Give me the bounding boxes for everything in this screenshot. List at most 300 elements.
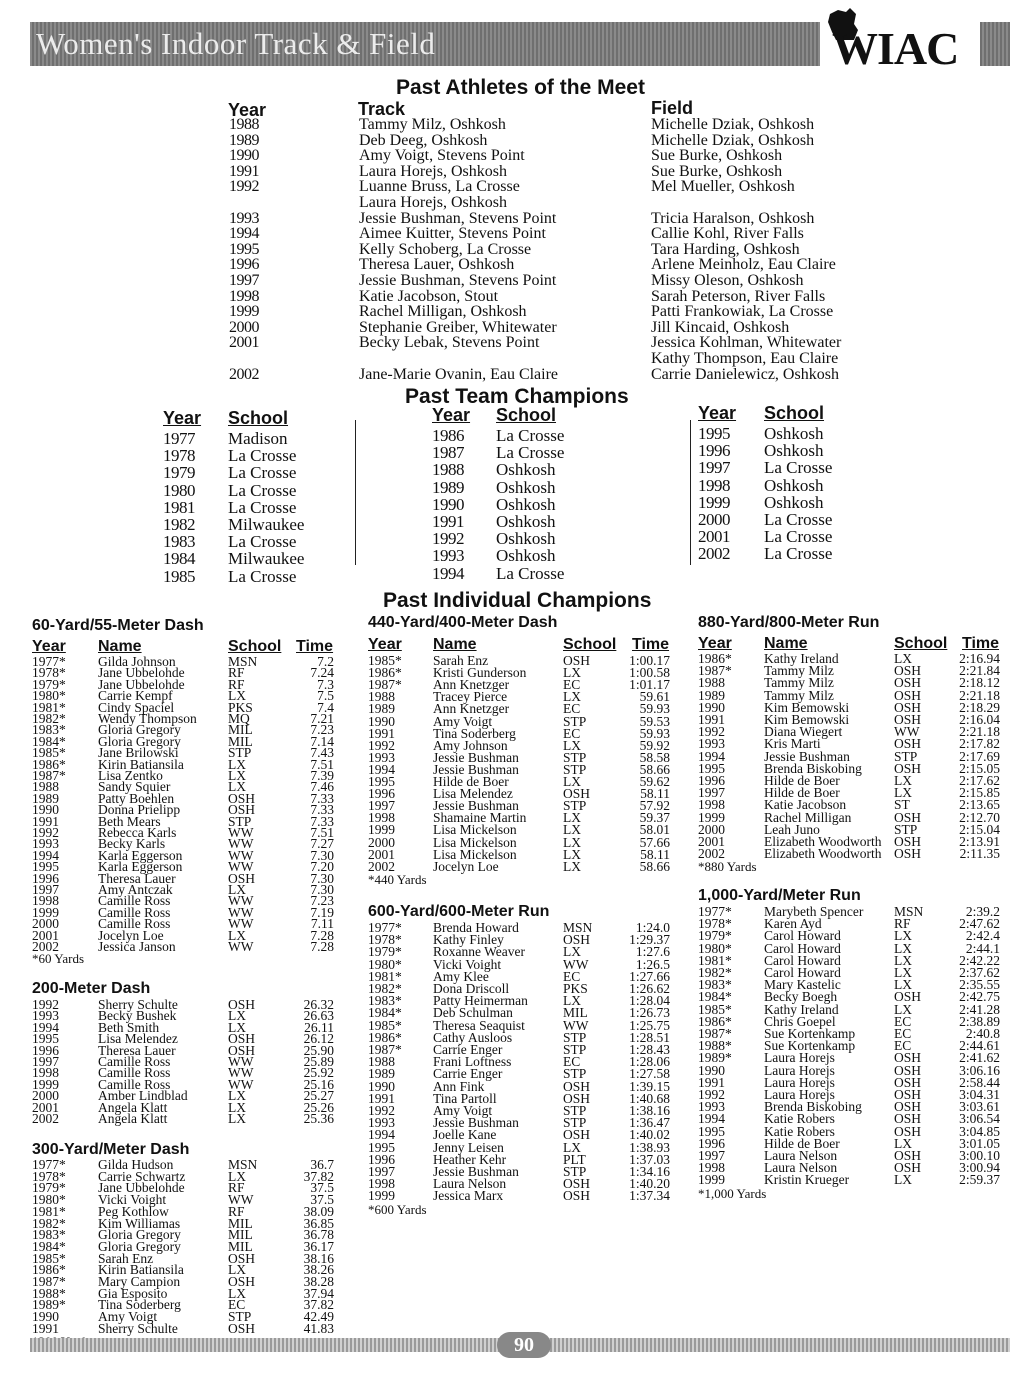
team-school-header: School (764, 403, 825, 423)
champion-school: LX (228, 1019, 246, 1035)
champion-year: 1996 (368, 1151, 395, 1167)
athlete-track: Aimee Kuitter, Stevens Point (359, 225, 546, 243)
champion-school: LX (563, 774, 581, 789)
athletes-year-header: Year (228, 100, 267, 120)
team-year: 1978 (163, 446, 195, 466)
champion-time: 38.16 (303, 1250, 334, 1266)
champion-school: OSH (228, 1250, 256, 1266)
champion-time: 25.92 (303, 1065, 334, 1081)
champion-year: 1994 (368, 761, 395, 777)
champion-row (0, 979, 1035, 991)
champion-school: ST (894, 797, 910, 813)
event-name-header: Name (98, 638, 142, 655)
team-year: 1981 (163, 497, 195, 517)
champion-school: OSH (563, 1127, 591, 1143)
champion-time: 1:26.5 (635, 956, 670, 972)
champion-name: Theresa Seaquist (433, 1017, 525, 1033)
champion-name: Laura Nelson (764, 1160, 838, 1176)
champion-year: 1978* (32, 1168, 66, 1184)
champion-name: Kim Williamas (98, 1215, 181, 1231)
champion-time: 2:13.91 (959, 834, 1000, 849)
champion-name: Jane Ubbelohde (98, 665, 185, 681)
team-year: 1985 (163, 566, 195, 586)
champion-year: 1996 (368, 786, 395, 802)
champion-time: 2:17.82 (959, 736, 1000, 752)
athlete-field: Michelle Dziak, Oshkosh (651, 116, 815, 133)
athlete-field: Missy Oleson, Oshkosh (651, 272, 804, 289)
athlete-track: Luanne Bruss, La Crosse (359, 178, 520, 196)
champion-year: 1984* (32, 733, 66, 749)
champion-time: 7.33 (310, 790, 334, 806)
champion-school: LX (894, 1001, 912, 1017)
champion-name: Vicki Voight (98, 1192, 167, 1208)
champion-school: OSH (894, 1074, 922, 1090)
champion-school: LX (228, 882, 246, 897)
champion-school: LX (894, 773, 912, 788)
champion-time: 59.37 (639, 810, 670, 826)
event-year-header: Year (698, 635, 732, 652)
champion-name: Kathy Ireland (764, 651, 839, 666)
champion-year: 1979* (32, 1180, 66, 1196)
team-school: Oshkosh (764, 424, 824, 443)
team-school: La Crosse (228, 497, 297, 517)
champion-school: OSH (894, 834, 922, 849)
champion-school: LX (563, 993, 581, 1009)
champion-school: WW (228, 836, 254, 852)
champion-school: MIL (563, 1005, 588, 1021)
champion-row (0, 906, 1035, 918)
event-school-header: School (894, 635, 948, 652)
champion-school: STP (563, 1115, 587, 1131)
champion-school: OSH (563, 932, 591, 948)
athlete-track: Tammy Milz, Oshkosh (359, 116, 506, 133)
event-footnote: *880 Yards (698, 859, 757, 875)
champion-school: LX (563, 944, 581, 960)
event-year-header: Year (32, 638, 66, 655)
champion-name: Amy Voigt (433, 713, 493, 729)
champion-name: Gilda Hudson (98, 1157, 174, 1172)
event-footnote: *600 Yards (368, 1201, 427, 1217)
athlete-track: Rachel Milligan, Oshkosh (359, 303, 527, 321)
champion-row (0, 1190, 1035, 1202)
athlete-field: Jill Kincaid, Oshkosh (651, 318, 790, 336)
champion-school: STP (563, 798, 587, 814)
champion-school: STP (894, 748, 918, 764)
champion-name: Jessie Bushman (433, 1115, 519, 1131)
champion-name: Sandy Squier (98, 779, 171, 795)
champion-time: 1:00.17 (629, 653, 670, 668)
champion-school: EC (228, 1297, 246, 1313)
champion-name: Carrie Enger (433, 1042, 503, 1057)
champion-time: 3:01.05 (959, 1135, 1000, 1151)
champion-school: OSH (894, 809, 922, 825)
team-school: Oshkosh (764, 475, 824, 495)
athlete-year: 1997 (229, 272, 259, 289)
champion-year: 1984* (368, 1005, 402, 1021)
champion-name: Hilde de Boer (433, 774, 509, 789)
champion-time: 7.28 (310, 939, 334, 954)
champion-school: STP (894, 821, 918, 837)
champion-name: Theresa Lauer (98, 1042, 176, 1058)
champion-name: Laura Horejs (764, 1050, 835, 1066)
champion-school: LX (228, 768, 246, 783)
champion-time: 26.32 (303, 997, 334, 1012)
champion-school: RF (228, 1203, 245, 1219)
champion-year: 1997 (698, 1148, 725, 1163)
champion-time: 25.89 (303, 1054, 334, 1069)
athlete-track: Laura Horejs, Oshkosh (359, 194, 507, 211)
champion-year: 1989* (698, 1050, 732, 1066)
champion-year: 1997 (32, 882, 59, 897)
champion-school: OSH (894, 663, 922, 679)
champion-school: LX (894, 1172, 912, 1188)
champion-school: OSH (894, 699, 922, 715)
champion-school: WW (228, 859, 254, 875)
champion-time: 2:17.69 (959, 748, 1000, 764)
team-year: 1989 (432, 477, 464, 497)
champion-row (0, 1150, 1035, 1162)
champion-year: 1998 (32, 1065, 59, 1081)
team-year-header: Year (163, 408, 202, 428)
champion-time: 36.7 (310, 1157, 334, 1172)
champion-year: 1993 (698, 1099, 725, 1115)
champion-name: Shamaine Martin (433, 810, 527, 826)
champion-name: Jessie Bushman (764, 748, 850, 764)
champion-time: 2:41.62 (959, 1050, 1000, 1066)
champion-year: 1993 (698, 736, 725, 752)
champion-year: 2000 (368, 834, 395, 850)
champion-time: 1:34.16 (629, 1164, 670, 1179)
champion-row (0, 846, 1035, 863)
champion-year: 1990 (32, 802, 59, 818)
champion-name: Tammy Milz (764, 687, 834, 703)
champion-name: Lisa Mickelson (433, 822, 517, 838)
team-school: La Crosse (496, 563, 565, 583)
champion-time: 2:39.2 (965, 904, 1000, 919)
event-title: 1,000-Yard/Meter Run (698, 887, 861, 904)
champion-time: 7.23 (310, 722, 334, 738)
athlete-track: Laura Horejs, Oshkosh (359, 162, 507, 180)
champion-year: 1977* (698, 904, 732, 919)
champion-school: OSH (894, 1123, 922, 1139)
champion-year: 1981* (698, 952, 732, 968)
champion-year: 1979* (698, 928, 732, 944)
champion-name: Wendy Thompson (98, 711, 197, 726)
champion-name: Frani Loftness (433, 1054, 512, 1070)
champion-time: 2:21.18 (959, 687, 1000, 703)
champion-school: WW (228, 939, 254, 954)
champion-name: Jessie Bushman (433, 761, 519, 777)
champion-time: 7.2 (317, 654, 334, 669)
champion-time: 2:21.18 (959, 724, 1000, 740)
champion-school: STP (563, 1029, 587, 1045)
athlete-year: 1991 (229, 162, 259, 180)
champion-school: EC (894, 1013, 912, 1029)
team-year: 2000 (698, 510, 730, 529)
event-name-header: Name (433, 636, 477, 653)
champion-name: Lisa Mickelson (433, 834, 517, 850)
champion-year: 1997 (698, 785, 725, 801)
champion-time: 7.51 (310, 825, 334, 840)
champion-year: 1997 (368, 1164, 395, 1179)
team-school: Oshkosh (764, 441, 824, 461)
champion-time: 2:58.44 (959, 1074, 1000, 1090)
champion-year: 1991 (698, 712, 725, 727)
champion-name: Carrie Kempf (98, 688, 173, 704)
champion-time: 1:38.93 (629, 1139, 670, 1155)
champion-school: LX (228, 779, 246, 795)
champion-time: 26.12 (303, 1031, 334, 1047)
champion-row (0, 1113, 1035, 1125)
champion-school: EC (563, 968, 581, 984)
champion-time: 2:16.04 (959, 712, 1000, 727)
champion-school: PKS (228, 699, 253, 715)
champion-time: 42.49 (303, 1309, 334, 1325)
champion-time: 1:26.73 (629, 1005, 670, 1021)
champion-row (0, 1052, 1035, 1064)
athlete-field: Tara Harding, Oshkosh (651, 240, 800, 258)
champion-name: Katie Jacobson (764, 797, 847, 813)
champion-school: OSH (228, 997, 256, 1012)
champion-time: 41.83 (303, 1320, 334, 1336)
champion-name: Becky Boegh (764, 989, 838, 1005)
champion-year: 1977* (32, 654, 66, 669)
champion-row (0, 1174, 1035, 1186)
champion-row (0, 1162, 1035, 1174)
champion-name: Gloria Gregory (98, 733, 181, 749)
champion-time: 36.85 (303, 1215, 334, 1231)
champion-year: 1991 (368, 1090, 395, 1106)
champion-name: Hilde de Boer (764, 773, 840, 788)
champion-school: MIL (228, 733, 253, 749)
champion-school: LX (228, 1111, 246, 1126)
champion-year: 1987* (32, 768, 66, 783)
champion-time: 2:16.94 (959, 651, 1000, 666)
champion-name: Tracey Pierce (433, 689, 508, 705)
event-footnote: *1,000 Yards (698, 1185, 767, 1201)
champion-time: 7.43 (310, 745, 334, 761)
champion-year: 1993 (368, 1115, 395, 1131)
champion-school: LX (563, 846, 581, 862)
team-school: Oshkosh (496, 546, 556, 566)
athlete-year: 2002 (229, 365, 259, 383)
team-school: Madison (228, 429, 288, 448)
champion-time: 37.82 (303, 1168, 334, 1184)
event-time-header: Time (632, 636, 670, 653)
champion-time: 7.4 (317, 699, 334, 715)
champion-school: EC (894, 1038, 912, 1054)
champion-name: Kim Bemowski (764, 712, 850, 727)
champion-name: Gloria Gregory (98, 1238, 181, 1254)
team-school: Oshkosh (496, 477, 556, 497)
champion-name: Lisa Zentko (98, 768, 163, 783)
champion-school: OSH (894, 1148, 922, 1163)
champion-name: Gloria Gregory (98, 1227, 181, 1243)
champion-name: Camille Ross (98, 904, 171, 920)
team-year-header: Year (698, 403, 737, 423)
champion-time: 2:59.37 (959, 1172, 1000, 1188)
champion-name: Tammy Milz (764, 675, 834, 691)
champion-year: 1985* (368, 653, 402, 668)
champion-name: Ann Knetzger (433, 701, 510, 717)
champion-time: 25.26 (303, 1099, 334, 1115)
champion-name: Amy Klee (433, 968, 489, 984)
champion-year: 1980* (32, 688, 66, 704)
champion-time: 2:17.62 (959, 773, 1000, 788)
champion-name: Brenda Howard (433, 920, 519, 935)
champion-school: STP (563, 749, 587, 765)
champion-year: 1998 (698, 1160, 725, 1176)
champion-school: OSH (894, 1062, 922, 1078)
champion-year: 1988* (698, 1038, 732, 1054)
champion-time: 2:41.28 (959, 1001, 1000, 1017)
champion-name: Carol Howard (764, 928, 841, 944)
champion-time: 1:00.58 (629, 665, 670, 681)
champion-school: LX (894, 952, 912, 968)
champion-year: 1982* (698, 965, 732, 980)
champion-time: 7.33 (310, 813, 334, 829)
champion-school: OSH (228, 1274, 256, 1289)
champion-time: 59.62 (639, 774, 670, 789)
champion-year: 1988 (368, 1054, 395, 1070)
team-school: La Crosse (764, 527, 833, 547)
champion-time: 58.58 (639, 749, 670, 765)
event-title: 600-Yard/600-Meter Run (368, 903, 550, 920)
athlete-track: Becky Lebak, Stevens Point (359, 334, 540, 352)
champion-time: 1:26.62 (629, 981, 670, 996)
champion-year: 1990 (698, 699, 725, 715)
champion-year: 1996 (32, 1042, 59, 1058)
champion-school: EC (563, 701, 581, 717)
team-year: 2001 (698, 527, 730, 547)
event-school-header: School (563, 636, 617, 653)
champion-time: 1:38.16 (629, 1103, 670, 1118)
champion-time: 37.5 (310, 1192, 334, 1208)
champion-name: Hilde de Boer (764, 785, 840, 801)
champion-year: 1982* (368, 981, 402, 996)
champion-name: Carol Howard (764, 952, 841, 968)
champion-time: 1:28.43 (629, 1042, 670, 1057)
champion-school: LX (894, 785, 912, 801)
champion-school: LX (894, 940, 912, 956)
champion-year: 2002 (32, 939, 59, 954)
champion-time: 7.5 (317, 688, 334, 704)
athlete-field: Kathy Thompson, Eau Claire (651, 350, 839, 367)
champion-school: WW (228, 893, 254, 909)
champion-time: 25.27 (303, 1088, 334, 1104)
champion-year: 1997 (32, 1054, 59, 1069)
athlete-year: 1998 (229, 287, 259, 305)
champion-name: Vicki Voight (433, 956, 502, 972)
champion-name: Amy Johnson (433, 737, 508, 753)
champion-school: LX (563, 834, 581, 850)
champion-school: WW (228, 1054, 254, 1069)
champion-school: OSH (228, 870, 256, 886)
champion-year: 1986* (698, 651, 732, 666)
champion-time: 38.28 (303, 1274, 334, 1289)
champion-name: Cathy Ausloos (433, 1029, 513, 1045)
champion-name: Tina Soderberg (433, 725, 516, 741)
champion-year: 1990 (698, 1062, 725, 1078)
champion-school: OSH (894, 1111, 922, 1127)
champion-school: STP (563, 1066, 587, 1082)
champion-time: 1:37.34 (629, 1188, 670, 1204)
team-school: La Crosse (228, 480, 297, 500)
champion-year: 1983* (698, 977, 732, 993)
champion-school: OSH (563, 1176, 591, 1192)
champion-school: LX (894, 928, 912, 944)
champion-time: 2:21.84 (959, 663, 1000, 679)
champion-name: Amy Voigt (433, 1103, 493, 1118)
champion-name: Peg Kothlow (98, 1203, 169, 1219)
champion-year: 1983* (32, 722, 66, 738)
champion-school: STP (228, 745, 252, 761)
athlete-field: Arlene Meinholz, Eau Claire (651, 256, 836, 274)
champion-name: Dona Driscoll (433, 981, 510, 996)
champion-year: 1997 (368, 798, 395, 814)
champion-time: 1:28.06 (629, 1054, 670, 1070)
team-year: 1988 (432, 460, 464, 480)
athlete-field: Callie Kohl, River Falls (651, 225, 804, 243)
team-school: Oshkosh (496, 512, 556, 531)
champion-name: Deb Schulman (433, 1005, 513, 1021)
champion-name: Jocelyn Loe (433, 858, 499, 874)
champion-time: 7.14 (310, 733, 334, 749)
event-footnote: *440 Yards (368, 871, 427, 887)
champion-year: 1977* (32, 1157, 66, 1172)
champion-school: OSH (894, 712, 922, 727)
champion-name: Jessica Janson (98, 939, 176, 954)
event-name-header: Name (764, 635, 808, 652)
champion-year: 1985* (32, 1250, 66, 1266)
champion-name: Sue Kortenkamp (764, 1038, 856, 1054)
champion-year: 2000 (32, 1088, 59, 1104)
team-school: La Crosse (228, 463, 297, 483)
champion-time: 2:38.89 (959, 1013, 1000, 1029)
champion-school: WW (228, 1065, 254, 1081)
champion-time: 2:13.65 (959, 797, 1000, 813)
team-school-header: School (228, 408, 289, 428)
champion-name: Tina Partoll (433, 1090, 497, 1106)
champion-year: 1981* (368, 968, 402, 984)
champion-time: 1:01.17 (629, 677, 670, 693)
champion-school: LX (894, 965, 912, 980)
champion-year: 1980* (698, 940, 732, 956)
athlete-track: Katie Jacobson, Stout (359, 287, 499, 305)
champion-name: Camille Ross (98, 1054, 171, 1069)
page-number: 90 (497, 1332, 551, 1358)
champion-year: 1980* (368, 956, 402, 972)
champion-name: Rebecca Karls (98, 825, 177, 840)
champion-year: 2001 (698, 834, 725, 849)
champion-name: Elizabeth Woodworth (764, 846, 882, 862)
event-time-header: Time (296, 638, 334, 655)
champion-time: 25.36 (303, 1111, 334, 1126)
champion-name: Jocelyn Loe (98, 927, 164, 943)
champion-year: 2001 (368, 846, 395, 862)
champion-name: Carrie Enger (433, 1066, 503, 1082)
champion-name: Kathy Ireland (764, 1001, 839, 1017)
champion-time: 2:11.35 (959, 846, 1000, 862)
athlete-field: Carrie Danielewicz, Oshkosh (651, 365, 839, 383)
champion-school: OSH (894, 1087, 922, 1102)
champion-school: WW (563, 956, 589, 972)
page-title: Women's Indoor Track & Field (36, 26, 436, 61)
champion-time: 1:25.75 (629, 1017, 670, 1033)
champion-year: 1982* (32, 1215, 66, 1231)
event-title: 440-Yard/400-Meter Dash (368, 614, 558, 631)
athlete-track: Kelly Schoberg, La Crosse (359, 240, 532, 258)
